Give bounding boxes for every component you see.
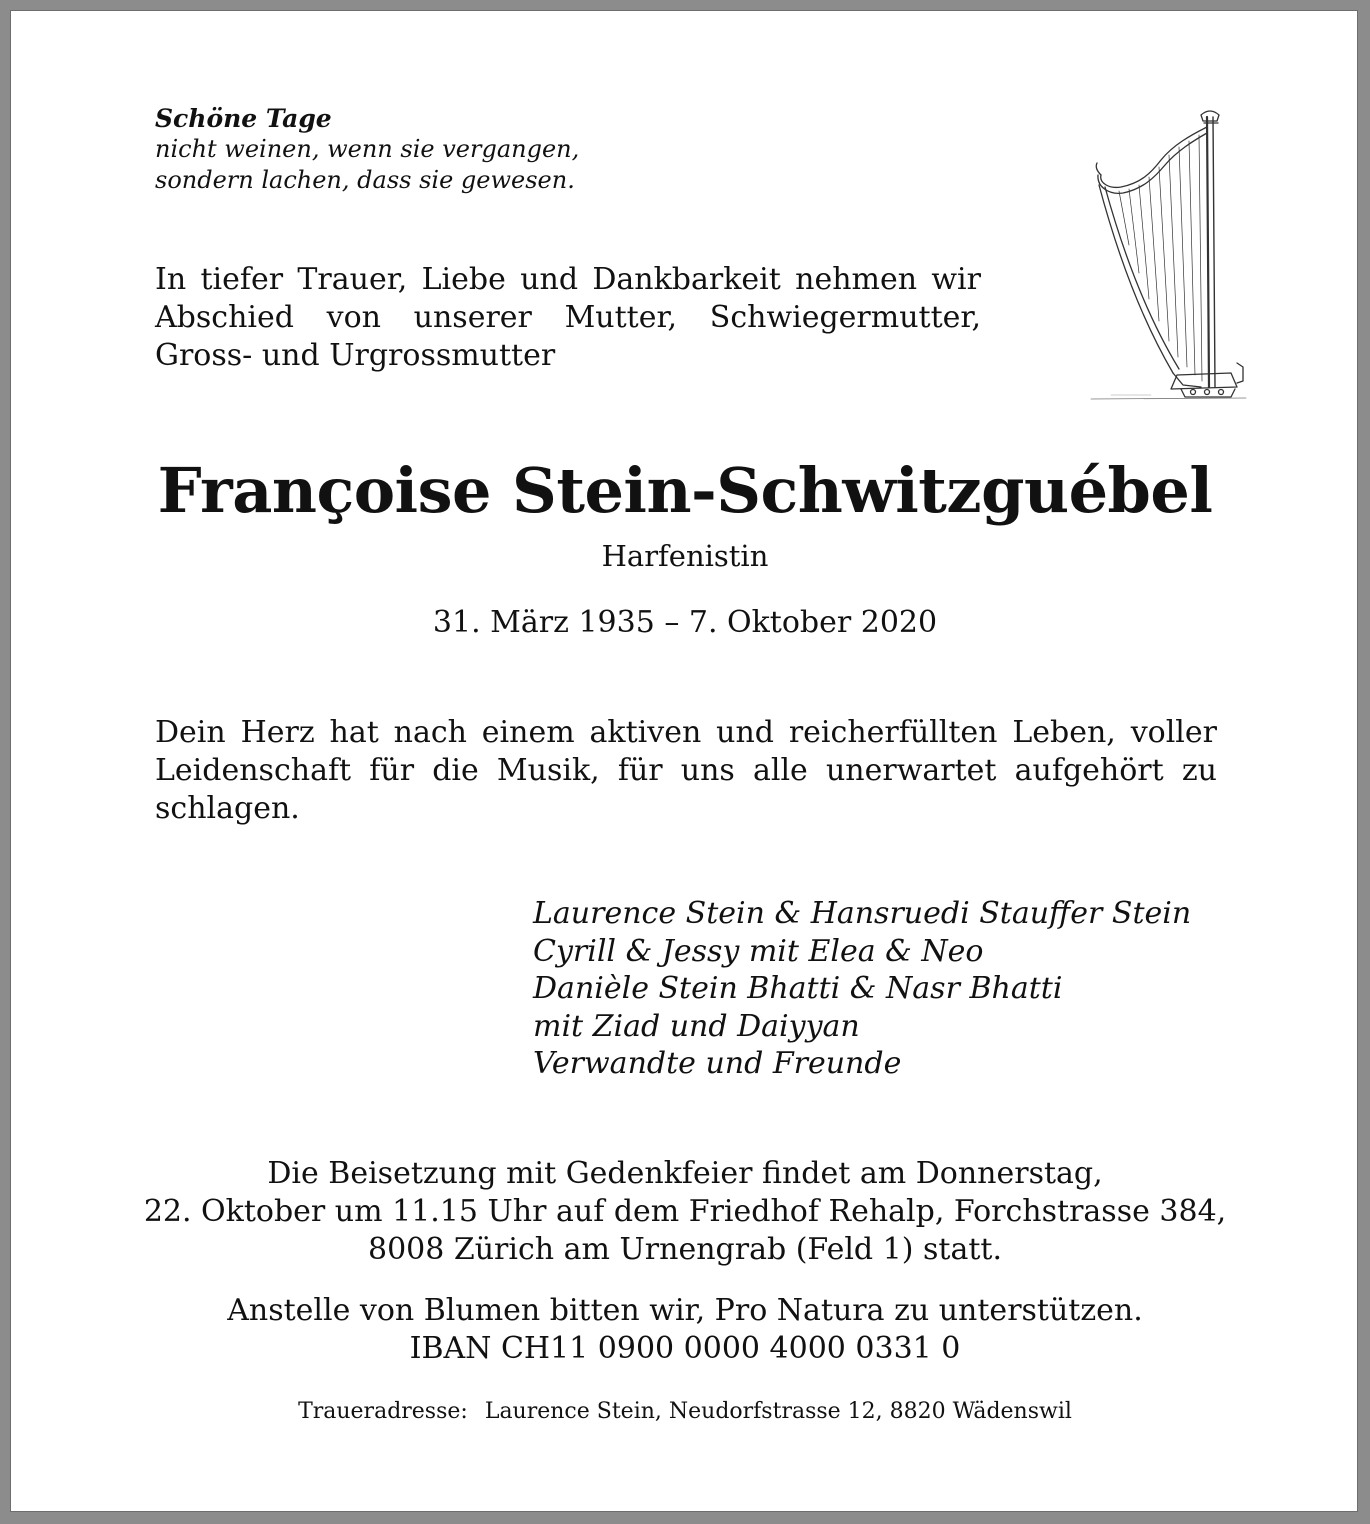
mourner-entry: Laurence Stein & Hansruedi Stauffer Stein	[533, 896, 1192, 931]
tribute-text	[155, 714, 1217, 828]
intro-line: Abschied von unserer Mutter, Schwiegermutter,	[155, 300, 981, 335]
ceremony-line: 22. Oktober um 11.15 Uhr auf dem Friedhof Rehalp, Forchstrasse 384,	[143, 1194, 1227, 1229]
ceremony-line: 8008 Zürich am Urnengrab (Feld 1) statt.	[368, 1232, 1002, 1267]
intro-text	[155, 261, 981, 375]
life-dates: 31. März 1935 – 7. Oktober 2020	[432, 605, 938, 640]
intro-line: In tiefer Trauer, Liebe und Dankbarkeit nehmen wir	[155, 262, 981, 297]
mourners-list	[533, 895, 1233, 1083]
donation-line: Anstelle von Blumen bitten wir, Pro Natura zu unterstützen.	[227, 1293, 1143, 1328]
tribute-line: Leidenschaft für die Musik, für uns alle unerwartet aufgehört zu	[155, 753, 1217, 788]
tribute-line: schlagen.	[155, 791, 300, 826]
donation-notice	[11, 1292, 1359, 1368]
intro-line: Gross- und Urgrossmutter	[155, 338, 556, 373]
poem-line: sondern lachen, dass sie gewesen.	[155, 166, 575, 194]
mourner-entry: Danièle Stein Bhatti & Nasr Bhatti	[533, 971, 1063, 1006]
mourning-address	[11, 1397, 1359, 1427]
address-label: Traueradresse:	[298, 1399, 468, 1424]
tribute-line: Dein Herz hat nach einem aktiven und reicherfüllten Leben, voller	[155, 715, 1217, 750]
iban-line: IBAN CH11 0900 0000 4000 0331 0	[409, 1331, 961, 1366]
poem-title: Schöne Tage	[155, 104, 332, 133]
obituary-page	[10, 10, 1358, 1512]
mourner-entry: Verwandte und Freunde	[533, 1046, 902, 1081]
harp-icon	[1081, 105, 1251, 400]
mourner-entry: mit Ziad und Daiyyan	[533, 1008, 860, 1044]
poem	[155, 103, 675, 196]
deceased-name: Françoise Stein-Schwitzguébel	[157, 454, 1213, 527]
deceased-profession: Harfenistin	[601, 539, 769, 573]
poem-line: nicht weinen, wenn sie vergangen,	[155, 135, 580, 163]
mourner-entry: Cyrill & Jessy mit Elea & Neo	[533, 933, 984, 969]
ceremony-notice	[11, 1155, 1359, 1269]
ceremony-line: Die Beisetzung mit Gedenkfeier findet am Donnerstag,	[267, 1156, 1103, 1191]
address-value: Laurence Stein, Neudorfstrasse 12, 8820 Wädenswil	[484, 1399, 1072, 1424]
